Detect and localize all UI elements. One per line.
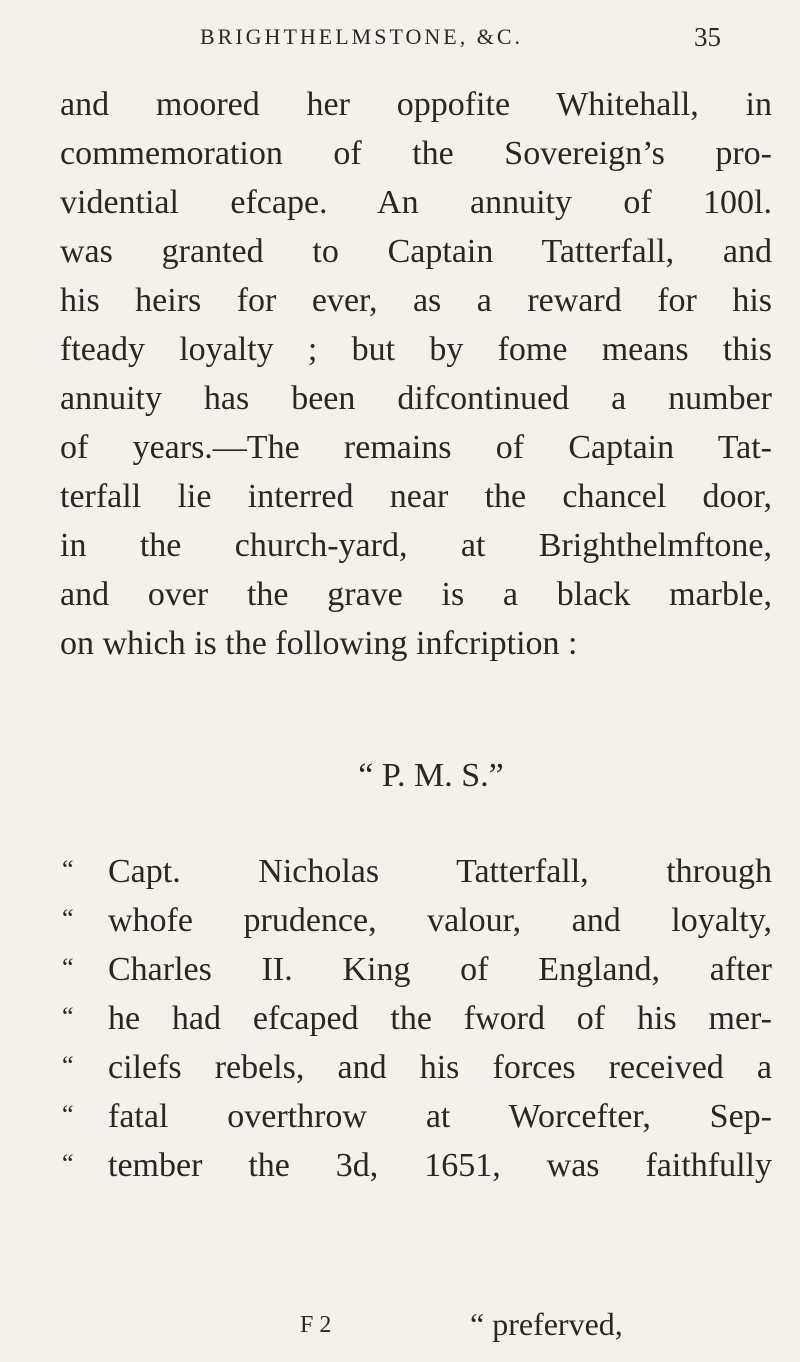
body-line: his heirs for ever, as a reward for his <box>60 282 772 319</box>
body-line: and moored her oppofite Whitehall, in <box>60 86 772 123</box>
quote-mark: “ <box>62 1002 74 1031</box>
inscription-line <box>62 850 772 892</box>
inscription-line-text: fatal overthrow at Worcefter, Sep- <box>108 1098 772 1135</box>
body-line: annuity has been difcontinued a number <box>60 380 772 417</box>
quote-mark: “ <box>62 1100 74 1129</box>
quote-mark: “ <box>62 904 74 933</box>
body-line: and over the grave is a black marble, <box>60 576 772 613</box>
quote-mark: “ <box>62 855 74 884</box>
page-footer <box>0 1306 800 1346</box>
body-line: was granted to Captain Tatterfall, and <box>60 233 772 270</box>
body-line: fteady loyalty ; but by fome means this <box>60 331 772 368</box>
inscription-line <box>62 1144 772 1186</box>
body-line: of years.—The remains of Captain Tat- <box>60 429 772 466</box>
page-header <box>0 20 800 60</box>
quote-mark: “ <box>62 1051 74 1080</box>
inscription-line <box>62 997 772 1039</box>
inscription-line <box>62 899 772 941</box>
body-line: terfall lie interred near the chancel door, <box>60 478 772 515</box>
inscription-line <box>62 1095 772 1137</box>
inscription-line-text: tember the 3d, 1651, was faithfully <box>108 1147 772 1184</box>
inscription-heading: “ P. M. S.” <box>358 757 504 794</box>
inscription-line-text: whofe prudence, valour, and loyalty, <box>108 902 772 939</box>
inscription-line-text: Charles II. King of England, after <box>108 951 772 988</box>
catchword: “ preferved, <box>470 1306 623 1342</box>
inscription-line <box>62 1046 772 1088</box>
body-line: vidential efcape. An annuity of 100l. <box>60 184 772 221</box>
signature-mark: F 2 <box>300 1312 332 1338</box>
inscription-line-text: Capt. Nicholas Tatterfall, through <box>108 853 772 890</box>
quote-mark: “ <box>62 1149 74 1178</box>
inscription-line-text: he had efcaped the fword of his mer- <box>108 1000 772 1037</box>
body-line: on which is the following infcription : <box>60 625 578 662</box>
inscription-line <box>62 948 772 990</box>
page-number: 35 <box>694 22 721 52</box>
running-title: BRIGHTHELMSTONE, &C. <box>200 24 523 49</box>
inscription-line-text: cilefs rebels, and his forces received a <box>108 1049 772 1086</box>
body-line: commemoration of the Sovereign’s pro- <box>60 135 772 172</box>
body-line: in the church-yard, at Brighthelmftone, <box>60 527 772 564</box>
quote-mark: “ <box>62 953 74 982</box>
